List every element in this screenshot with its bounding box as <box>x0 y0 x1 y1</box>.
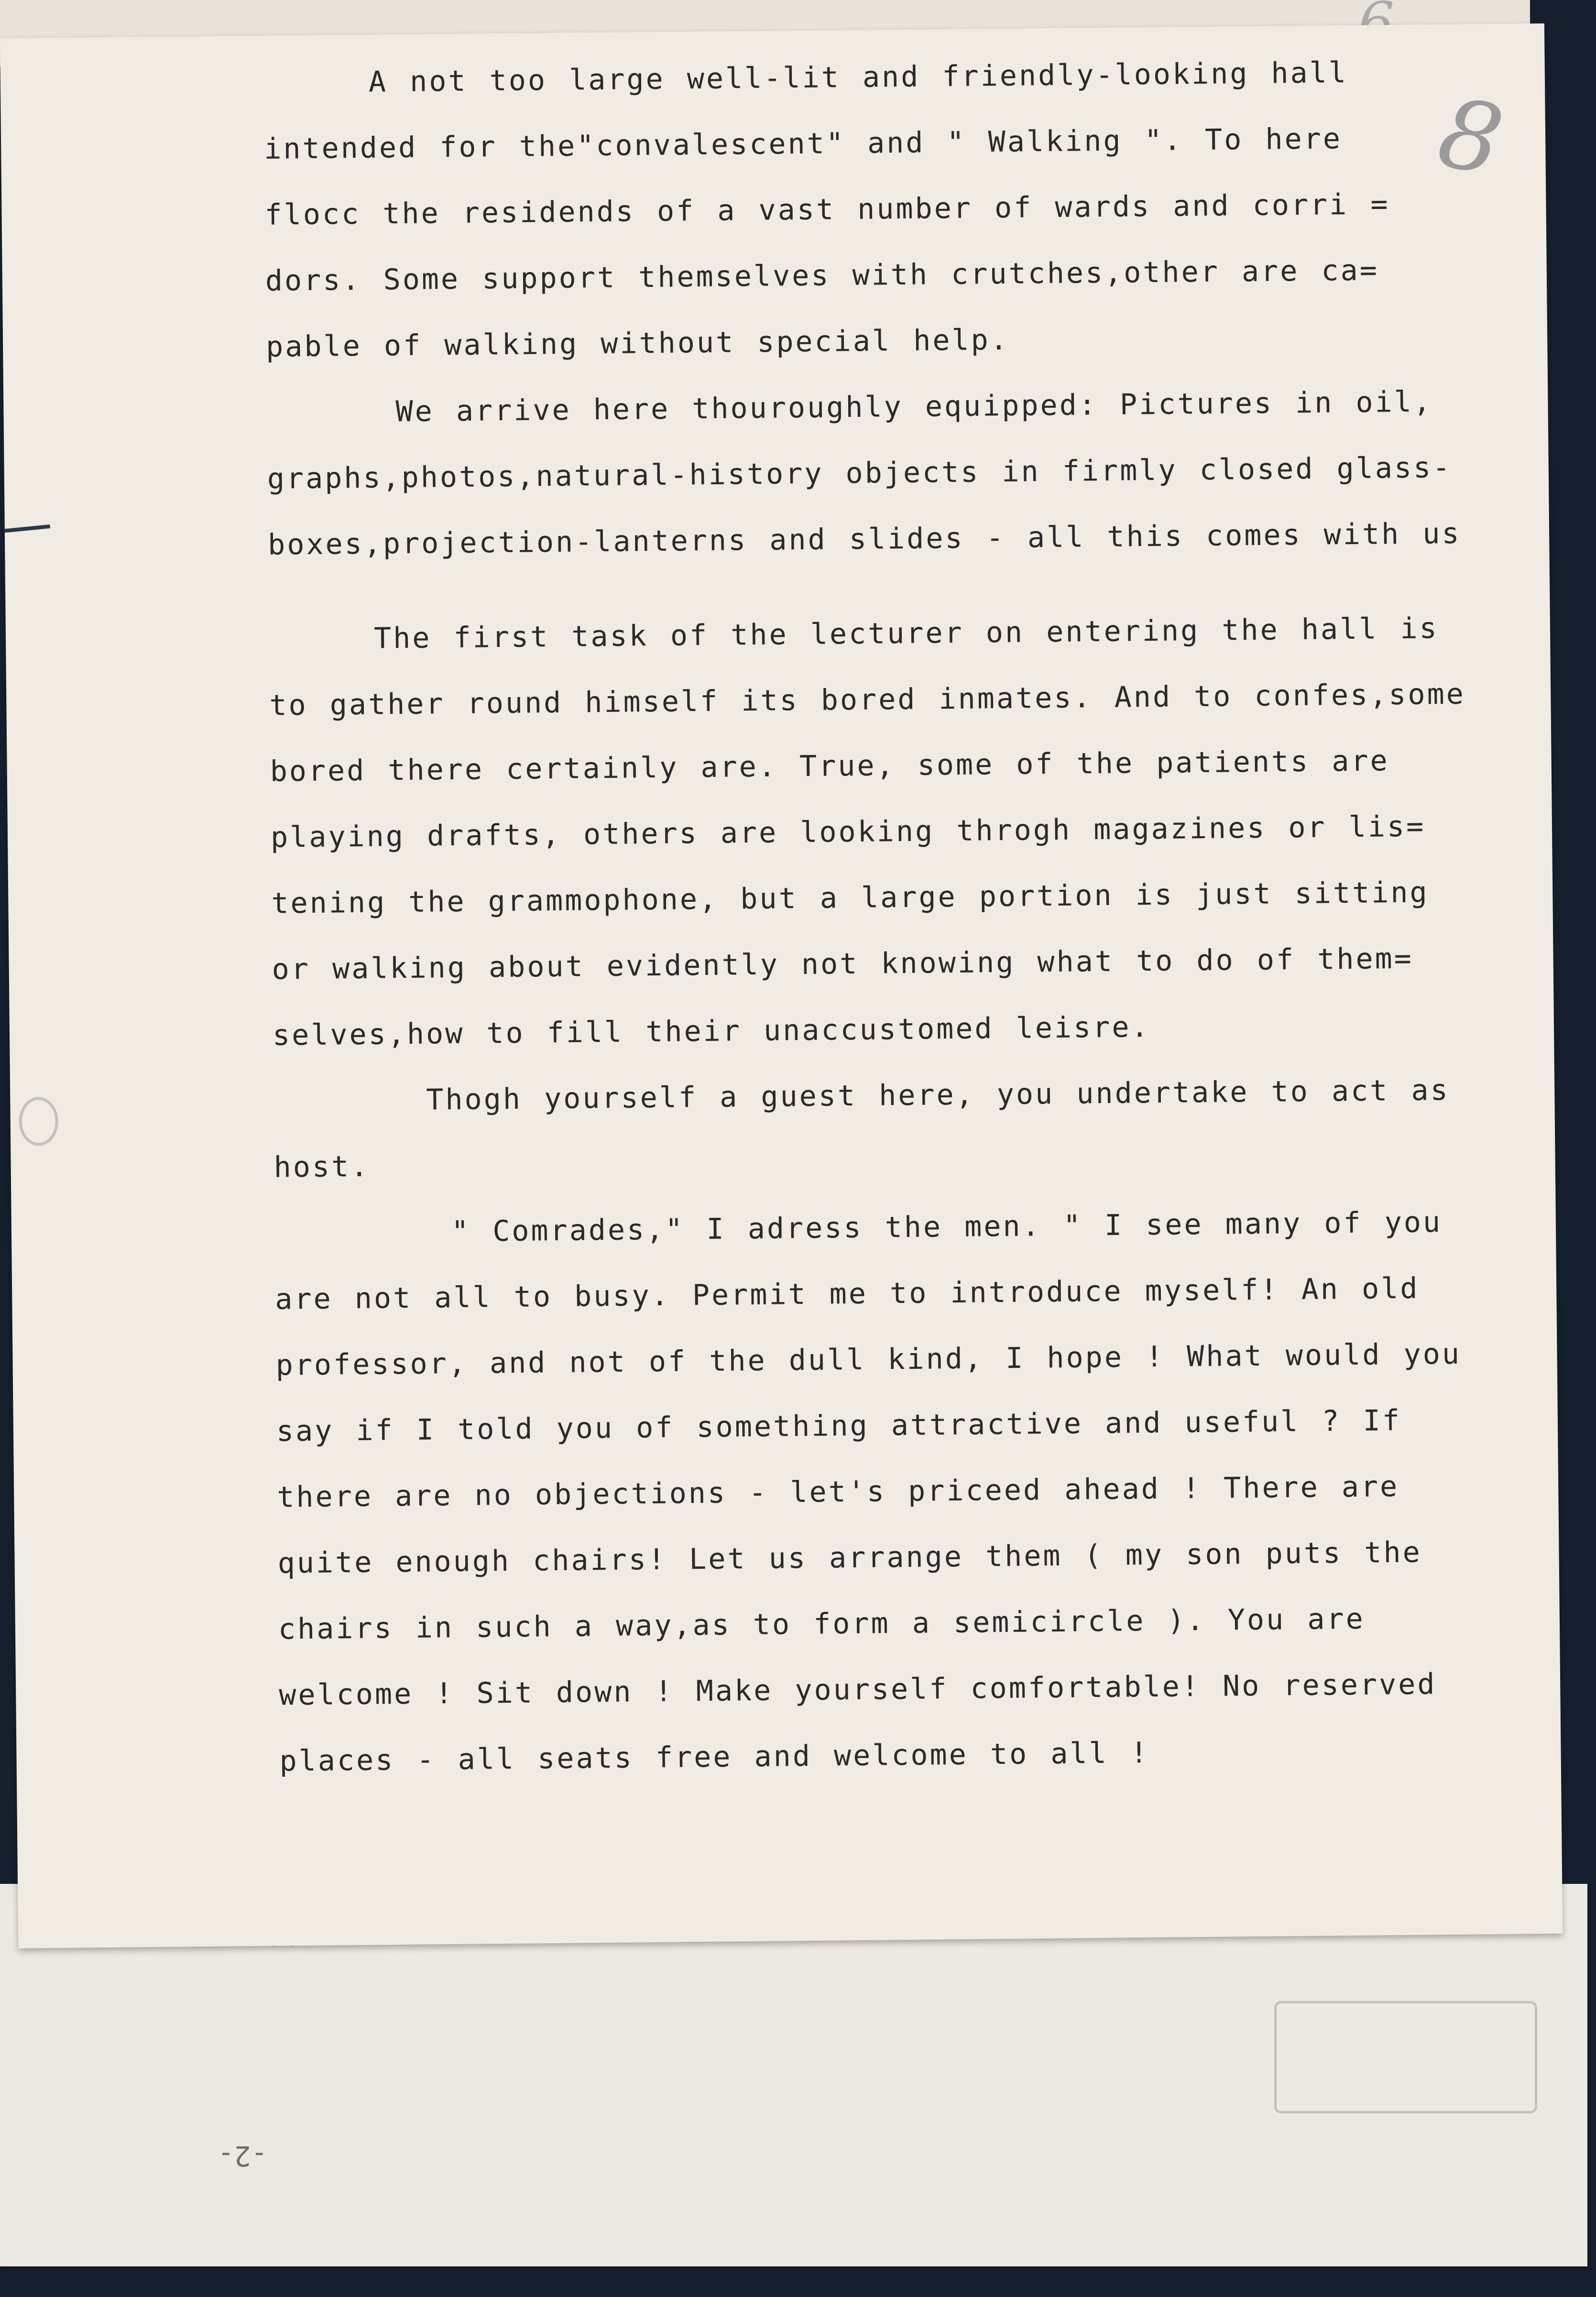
text-line: pable of walking without special help. <box>265 323 1010 364</box>
text-line: graphs,photos,natural-history objects in firmly closed glass- <box>267 450 1452 496</box>
text-line: flocc the residends of a vast number of wards and corri = <box>264 187 1390 232</box>
text-line: dors. Some support themselves with crutches,other are ca= <box>265 253 1379 298</box>
text-line: say if I told you of something attractive and useful ? If <box>276 1404 1402 1448</box>
text-line: quite enough chairs! Let us arrange them ( my son puts the <box>277 1535 1422 1580</box>
typed-text-body <box>263 38 1561 1794</box>
text-line: We arrive here thouroughly equipped: Pictures in oil, <box>395 385 1433 429</box>
text-line: professor, and not of the dull kind, I hope ! What would you <box>275 1337 1462 1382</box>
handwritten-page-number: 8 <box>1430 77 1512 198</box>
text-line: boxes,projection-lanterns and slides - all this comes with us <box>267 516 1461 562</box>
text-line: to gather round himself its bored inmates. And to confes,some <box>269 677 1466 722</box>
text-line: chairs in such a way,as to form a semicircle ). You are <box>278 1602 1365 1646</box>
punch-hole <box>19 1097 58 1146</box>
text-line: playing drafts, others are looking throgh magazines or lis= <box>270 809 1426 854</box>
text-line: The first task of the lecturer on entering the hall is <box>373 612 1439 656</box>
text-line: " Comrades," I adress the men. " I see many of you <box>451 1205 1443 1249</box>
underlying-page-number: -2- <box>218 2140 268 2172</box>
margin-mark <box>5 525 50 533</box>
text-line: there are no objections - let's priceed ahead ! There are <box>276 1470 1399 1514</box>
text-line: welcome ! Sit down ! Make yourself comfortable! No reserved <box>278 1667 1437 1712</box>
text-line: Thogh yourself a guest here, you undertake to act as <box>426 1073 1450 1117</box>
text-line: A not too large well-lit and friendly-looking hall <box>368 55 1348 99</box>
text-line: intended for the"convalescent" and " Walking ". To here <box>263 122 1343 166</box>
text-line: or walking about evidently not knowing what to do of them= <box>272 941 1414 986</box>
archive-stamp <box>1274 2001 1537 2113</box>
text-line: are not all to busy. Permit me to introduce myself! An old <box>275 1271 1420 1316</box>
text-line: tening the grammophone, but a large portion is just sitting <box>271 875 1429 920</box>
typed-page <box>0 23 1563 1948</box>
text-line: bored there certainly are. True, some of the patients are <box>270 744 1389 788</box>
text-line: selves,how to fill their unaccustomed leisre. <box>272 1010 1150 1052</box>
text-line: host. <box>273 1149 370 1184</box>
text-line: places - all seats free and welcome to all ! <box>279 1736 1150 1778</box>
